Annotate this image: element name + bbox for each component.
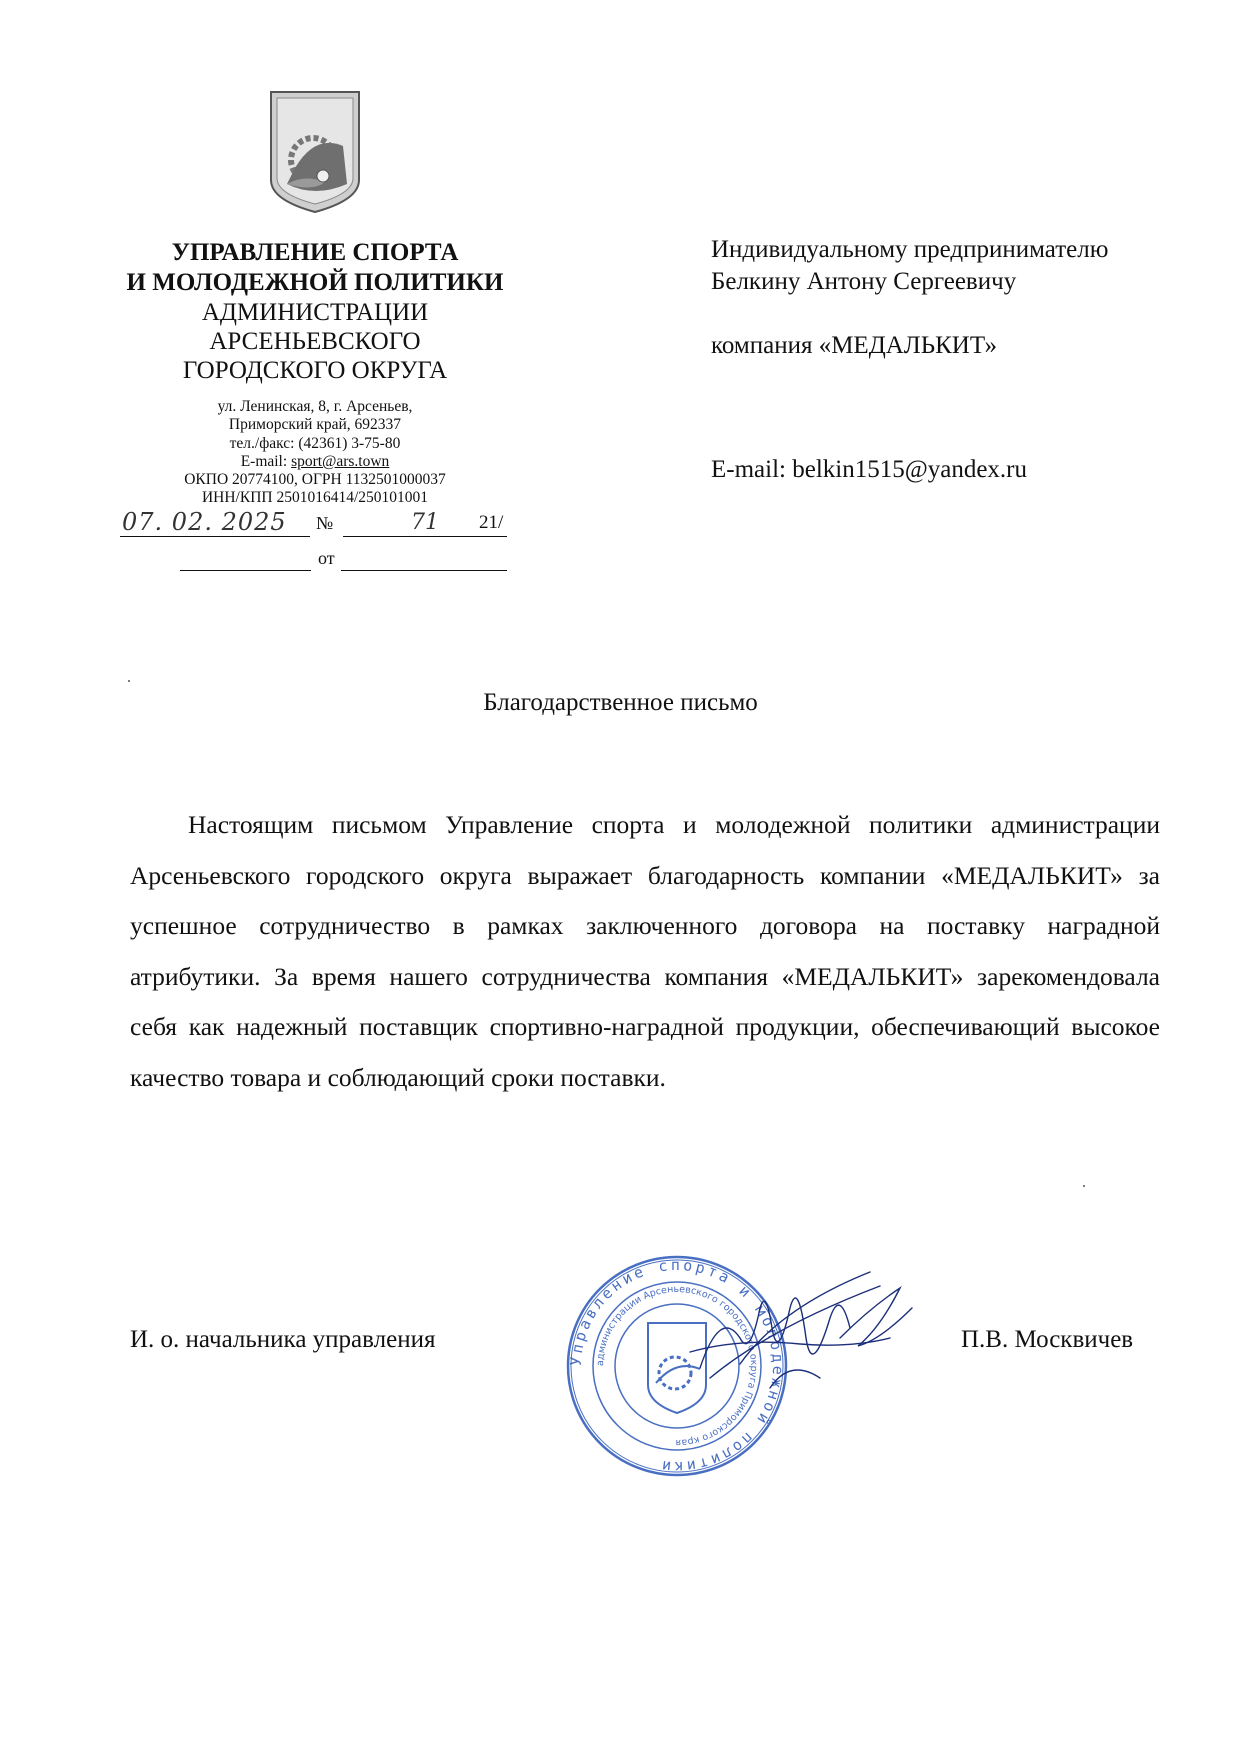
- registration-codes-line: ОКПО 20774100, ОГРН 1132501000037: [184, 471, 446, 489]
- address-line: Приморский край, 692337: [228, 416, 402, 434]
- handwritten-signature: [680, 1268, 920, 1408]
- incoming-number-field: [341, 548, 507, 571]
- outgoing-date-handwritten: 07. 02. 2025: [122, 508, 287, 536]
- org-name-line: ГОРОДСКОГО ОКРУГА: [182, 357, 448, 384]
- org-email-line: [110, 453, 520, 471]
- registration-codes-line: ИНН/КПП 2501016414/250101001: [201, 489, 429, 507]
- org-name-line: УПРАВЛЕНИЕ СПОРТА: [171, 239, 459, 266]
- outgoing-number-field: [343, 508, 507, 537]
- outgoing-number-printed: 21/: [479, 512, 504, 533]
- from-label: от: [318, 548, 335, 568]
- email-prefix: E-mail:: [240, 452, 292, 470]
- signer-name: П.В. Москвичев: [961, 1326, 1134, 1353]
- outgoing-date-field: [120, 508, 310, 537]
- phone-line: тел./факс: (42361) 3-75-80: [229, 434, 401, 452]
- incoming-date-field: [180, 548, 311, 571]
- organization-name: [110, 238, 520, 385]
- coat-of-arms-emblem: [265, 88, 365, 216]
- org-name-line: АДМИНИСТРАЦИИ: [201, 299, 429, 326]
- org-email-link[interactable]: sport@ars.town: [291, 452, 390, 470]
- scan-speck: [128, 680, 130, 682]
- number-sign-label: №: [316, 513, 334, 533]
- org-name-line: АРСЕНЬЕВСКОГО: [209, 328, 421, 355]
- address-line: ул. Ленинская, 8, г. Арсеньев,: [217, 398, 413, 415]
- outgoing-number-handwritten: 71: [411, 510, 439, 535]
- addressee-position: Индивидуальному предпринимателю: [711, 236, 1109, 263]
- seal-inner-text: администрации Арсеньевского городского округа Приморского края: [594, 1283, 760, 1449]
- org-name-line: И МОЛОДЕЖНОЙ ПОЛИТИКИ: [126, 269, 504, 296]
- scan-speck: [1083, 1185, 1085, 1187]
- letter-body: Настоящим письмом Управление спорта и молодежной политики администрации Арсеньевского городского округа выражает благодарность компании «МЕДАЛЬКИТ» за успешное сотрудничество в рамках заключенного договора на поставку наградной атрибутики. За время нашего сотрудничества компания «МЕДАЛЬКИТ» зарекомендовала себя как надежный поставщик спортивно-наградной продукции, обеспечивающий высокое качество товара и соблюдающий сроки поставки.: [130, 810, 1160, 1092]
- addressee-block: [711, 234, 1191, 298]
- addressee-name: Белкину Антону Сергеевичу: [711, 268, 1017, 295]
- addressee-company: компания «МЕДАЛЬКИТ»: [711, 332, 997, 359]
- org-contacts: [110, 398, 520, 508]
- seal-outer-text: Управление спорта и молодежной политики: [566, 1255, 788, 1477]
- document-title: Благодарственное письмо: [483, 689, 758, 716]
- addressee-email: E-mail: belkin1515@yandex.ru: [711, 456, 1028, 483]
- outgoing-number: [411, 510, 504, 535]
- signer-position: И. о. начальника управления: [130, 1326, 436, 1353]
